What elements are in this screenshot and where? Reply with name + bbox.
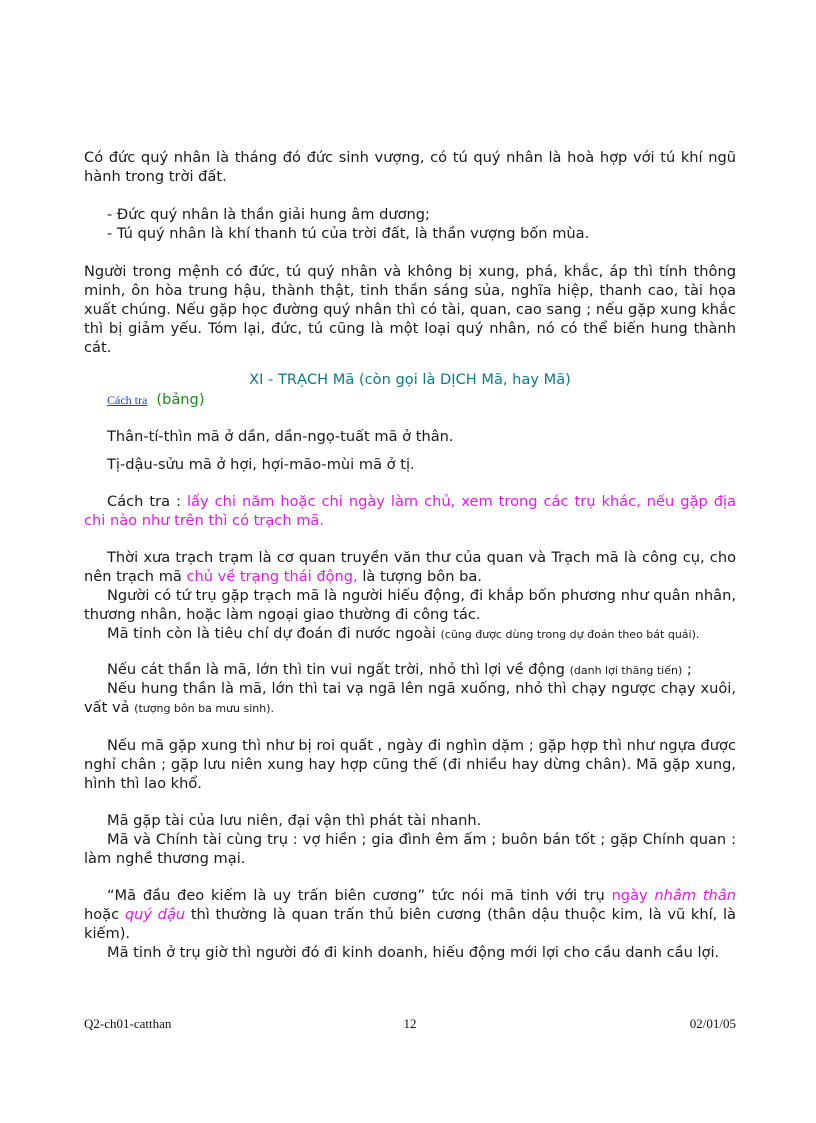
paragraph-history xyxy=(84,548,736,586)
sword-highlight-quy-dau: quý dậu xyxy=(124,906,186,923)
cat-end: ; xyxy=(682,661,692,678)
paragraph-pillars: Người có tứ trụ gặp trạch mã là người hiếu động, đi khắp bốn phương như quân nhân, thương nhân, hoặc làm ngoại giao thường đi công tác. xyxy=(84,587,736,623)
paragraph-wealth-2: Mã và Chính tài cùng trụ : vợ hiền ; gia đình êm ấm ; buôn bán tốt ; gặp Chính quan : làm nghề thương mại. xyxy=(84,831,736,867)
sword-text-c: thì thường là quan trấn thủ biên cương (thân dậu thuộc kim, là vũ khí, là kiếm). xyxy=(84,906,736,942)
abroad-note: (cũng được dùng trong dự đoán theo bát quái). xyxy=(440,628,700,641)
paragraph-hung-than xyxy=(84,679,736,718)
sword-highlight-ngay: ngày xyxy=(611,887,655,904)
paragraph-hour-pillar: Mã tinh ở trụ giờ thì người đó đi kinh doanh, hiếu động mới lợi cho cầu danh cầu lợi. xyxy=(107,944,720,961)
hung-text: Nếu hung thần là mã, lớn thì tai vạ ngã lên ngã xuống, nhỏ thì chạy ngược chạy xuôi, vất vả xyxy=(84,680,736,716)
paragraph-sword xyxy=(84,886,736,943)
paragraph-clash: Nếu mã gặp xung thì như bị roi quất , ngày đi nghìn dặm ; gặp hợp thì như ngựa được nghỉ chân ; gặp lưu niên xung hay hợp cũng thế (đi nhiều hay dừng chân). Mã gặp xung, hình thì lao khổ. xyxy=(84,737,736,792)
history-text-a: Thời xưa trạch trạm là cơ quan truyền văn thư của quan và Trạch mã là công cụ, cho nên trạch mã xyxy=(84,549,736,585)
paragraph-lookup xyxy=(84,492,736,530)
history-text-b: là tượng bôn ba. xyxy=(357,568,482,585)
howto-row xyxy=(107,389,205,408)
paragraph-quy-nhan-intro: Có đức quý nhân là tháng đó đức sinh vượng, có tú quý nhân là hoà hợp với tú khí ngũ hành trong trời đất. xyxy=(84,149,736,185)
hung-note: (tượng bôn ba mưu sinh). xyxy=(134,702,275,715)
howto-table-note: (bảng) xyxy=(156,391,205,408)
howto-link[interactable]: Cách tra xyxy=(107,393,148,407)
history-highlight: chủ về trạng thái động, xyxy=(186,568,358,585)
paragraph-abroad xyxy=(84,624,736,644)
rule-ti-dau-suu: Tị-dậu-sửu mã ở hợi, hợi-mão-mùi mã ở tị. xyxy=(107,456,415,473)
sword-text-b: hoặc xyxy=(84,906,125,923)
section-heading: XI - TRẠCH Mã (còn gọi là DỊCH Mã, hay Mã) xyxy=(249,371,571,388)
sword-highlight-nham-than: nhâm thân xyxy=(654,887,736,904)
cat-text: Nếu cát thần là mã, lớn thì tin vui ngất trời, nhỏ thì lợi về động xyxy=(107,661,570,678)
abroad-text: Mã tinh còn là tiêu chí dự đoán đi nước ngoài xyxy=(107,625,441,642)
page-footer xyxy=(84,1016,736,1034)
bullet-tu-quy-nhan: - Tú quý nhân là khí thanh tú của trời đất, là thần vượng bốn mùa. xyxy=(107,225,590,242)
paragraph-cat-than xyxy=(84,660,736,680)
bullet-duc-quy-nhan: - Đức quý nhân là thần giải hung âm dương; xyxy=(107,206,430,223)
lookup-highlight: lấy chi năm hoặc chi ngày làm chủ, xem trong các trụ khác, nếu gặp địa chi nào như trên thì có trạch mã. xyxy=(84,493,736,529)
footer-filename: Q2-ch01-catthan xyxy=(84,1016,172,1031)
paragraph-wealth-1: Mã gặp tài của lưu niên, đại vận thì phát tài nhanh. xyxy=(107,812,482,829)
paragraph-menh-quy-nhan: Người trong mệnh có đức, tú quý nhân và không bị xung, phá, khắc, áp thì tính thông minh, ôn hòa trung hậu, thành thật, tinh thần sáng sủa, nghĩa hiệp, thanh cao, tài họa xuất chúng. Nếu gặp học đường quý nhân thì có tài, quan, cao sang ; nếu gặp xung khắc thì bị giảm yếu. Tóm lại, đức, tú cũng là một loại quý nhân, nó có thể biến hung thành cát. xyxy=(84,263,736,356)
footer-date: 02/01/05 xyxy=(689,1016,736,1031)
cat-note: (danh lợi thăng tiến) xyxy=(569,664,683,677)
rule-than-ti-thin: Thân-tí-thìn mã ở dần, dần-ngọ-tuất mã ở thân. xyxy=(107,428,454,445)
footer-page-number: 12 xyxy=(403,1016,417,1031)
lookup-label: Cách tra : xyxy=(107,493,187,510)
sword-text-a: “Mã đầu đeo kiếm là uy trấn biên cương” tức nói mã tinh với trụ xyxy=(107,887,612,904)
document-page xyxy=(84,0,736,1123)
